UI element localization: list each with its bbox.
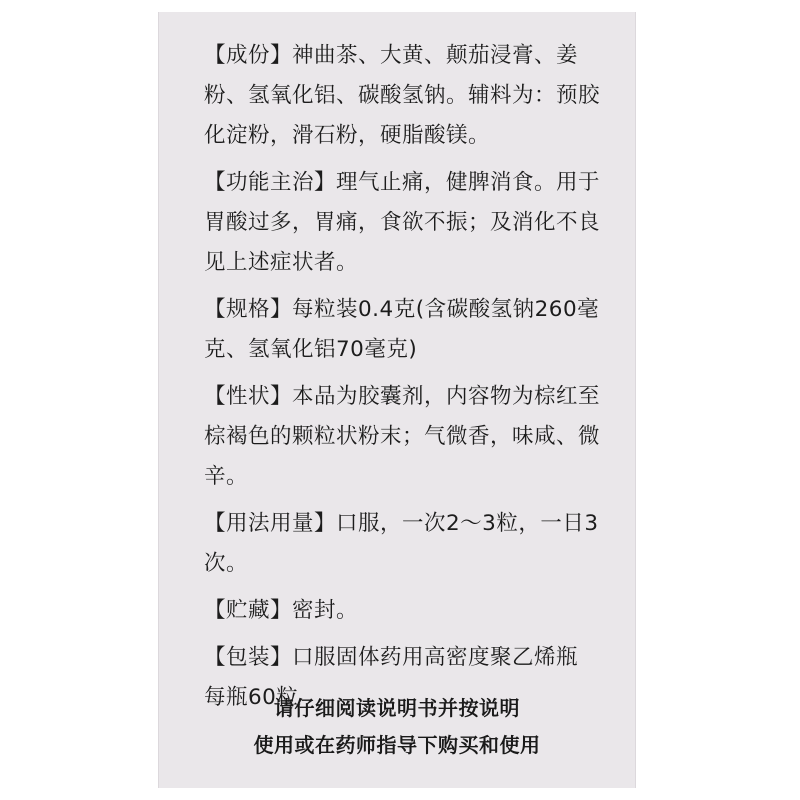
section-indications: 【功能主治】理气止痛，健脾消食。用于胃酸过多，胃痛，食欲不振；及消化不良见上述症状者。: [204, 170, 601, 275]
usage-notice-line-1: 请仔细阅读说明书并按说明: [274, 696, 520, 720]
section-specification: 【规格】每粒装0.4克(含碳酸氢钠260毫克、氢氧化铝70毫克): [204, 297, 600, 362]
section-package: 【包装】口服固体药用高密度聚乙烯瓶 每瓶60粒: [204, 645, 601, 710]
usage-notice-line-2: 使用或在药师指导下购买和使用: [253, 733, 541, 757]
section-dosage: 【用法用量】口服，一次2～3粒，一日3次。: [204, 511, 599, 576]
section-ingredients: 【成份】神曲茶、大黄、颠茄浸膏、姜粉、氢氧化铝、碳酸氢钠。辅料为：预胶化淀粉，滑石粉，硬脂酸镁。: [204, 43, 601, 148]
usage-notice: [159, 690, 635, 764]
section-storage: 【贮藏】密封。: [204, 598, 359, 623]
instruction-sections: [204, 36, 604, 725]
instruction-label-panel: [158, 12, 636, 788]
section-description: 【性状】本品为胶囊剂，内容物为棕红至棕褐色的颗粒状粉末；气微香，味咸、微辛。: [204, 384, 601, 489]
